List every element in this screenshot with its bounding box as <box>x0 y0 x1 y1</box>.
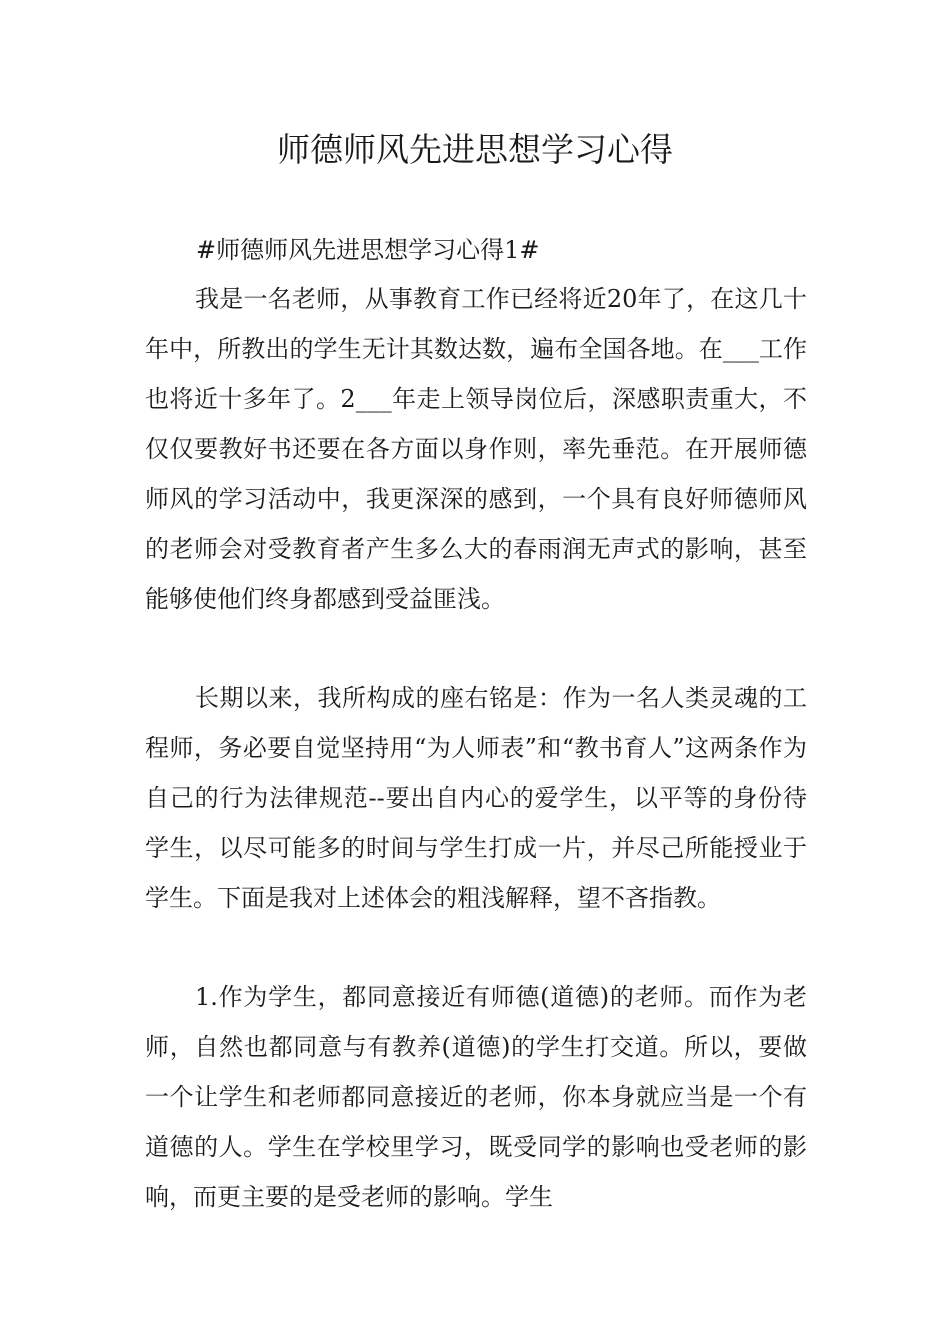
paragraph-1: 我是一名老师，从事教育工作已经将近20年了，在这几十年中，所教出的学生无计其数达数，遍布全国各地。在___工作也将近十多年了。2___年走上领导岗位后，深感职责重大，不仅仅要教好书还要在各方面以身作则，率先垂范。在开展师德师风的学习活动中，我更深深的感到，一个具有良好师德师风的老师会对受教育者产生多么大的春雨润无声式的影响，甚至能够使他们终身都感到受益匪浅。 <box>145 285 807 613</box>
paragraph-2: 长期以来，我所构成的座右铭是：作为一名人类灵魂的工程师，务必要自觉坚持用“为人师表”和“教书育人”这两条作为自己的行为法律规范--要出自内心的爱学生，以平等的身份待学生，以尽可能多的时间与学生打成一片，并尽己所能授业于学生。下面是我对上述体会的粗浅解释，望不吝指教。 <box>145 684 807 912</box>
section-heading: #师德师风先进思想学习心得1# <box>196 236 540 264</box>
paragraph-3: 1.作为学生，都同意接近有师德(道德)的老师。而作为老师，自然也都同意与有教养(道德)的学生打交道。所以，要做一个让学生和老师都同意接近的老师，你本身就应当是一个有道德的人。学生在学校里学习，既受同学的影响也受老师的影响，而更主要的是受老师的影响。学生 <box>145 983 807 1211</box>
document-title: 师德师风先进思想学习心得 <box>277 130 673 169</box>
